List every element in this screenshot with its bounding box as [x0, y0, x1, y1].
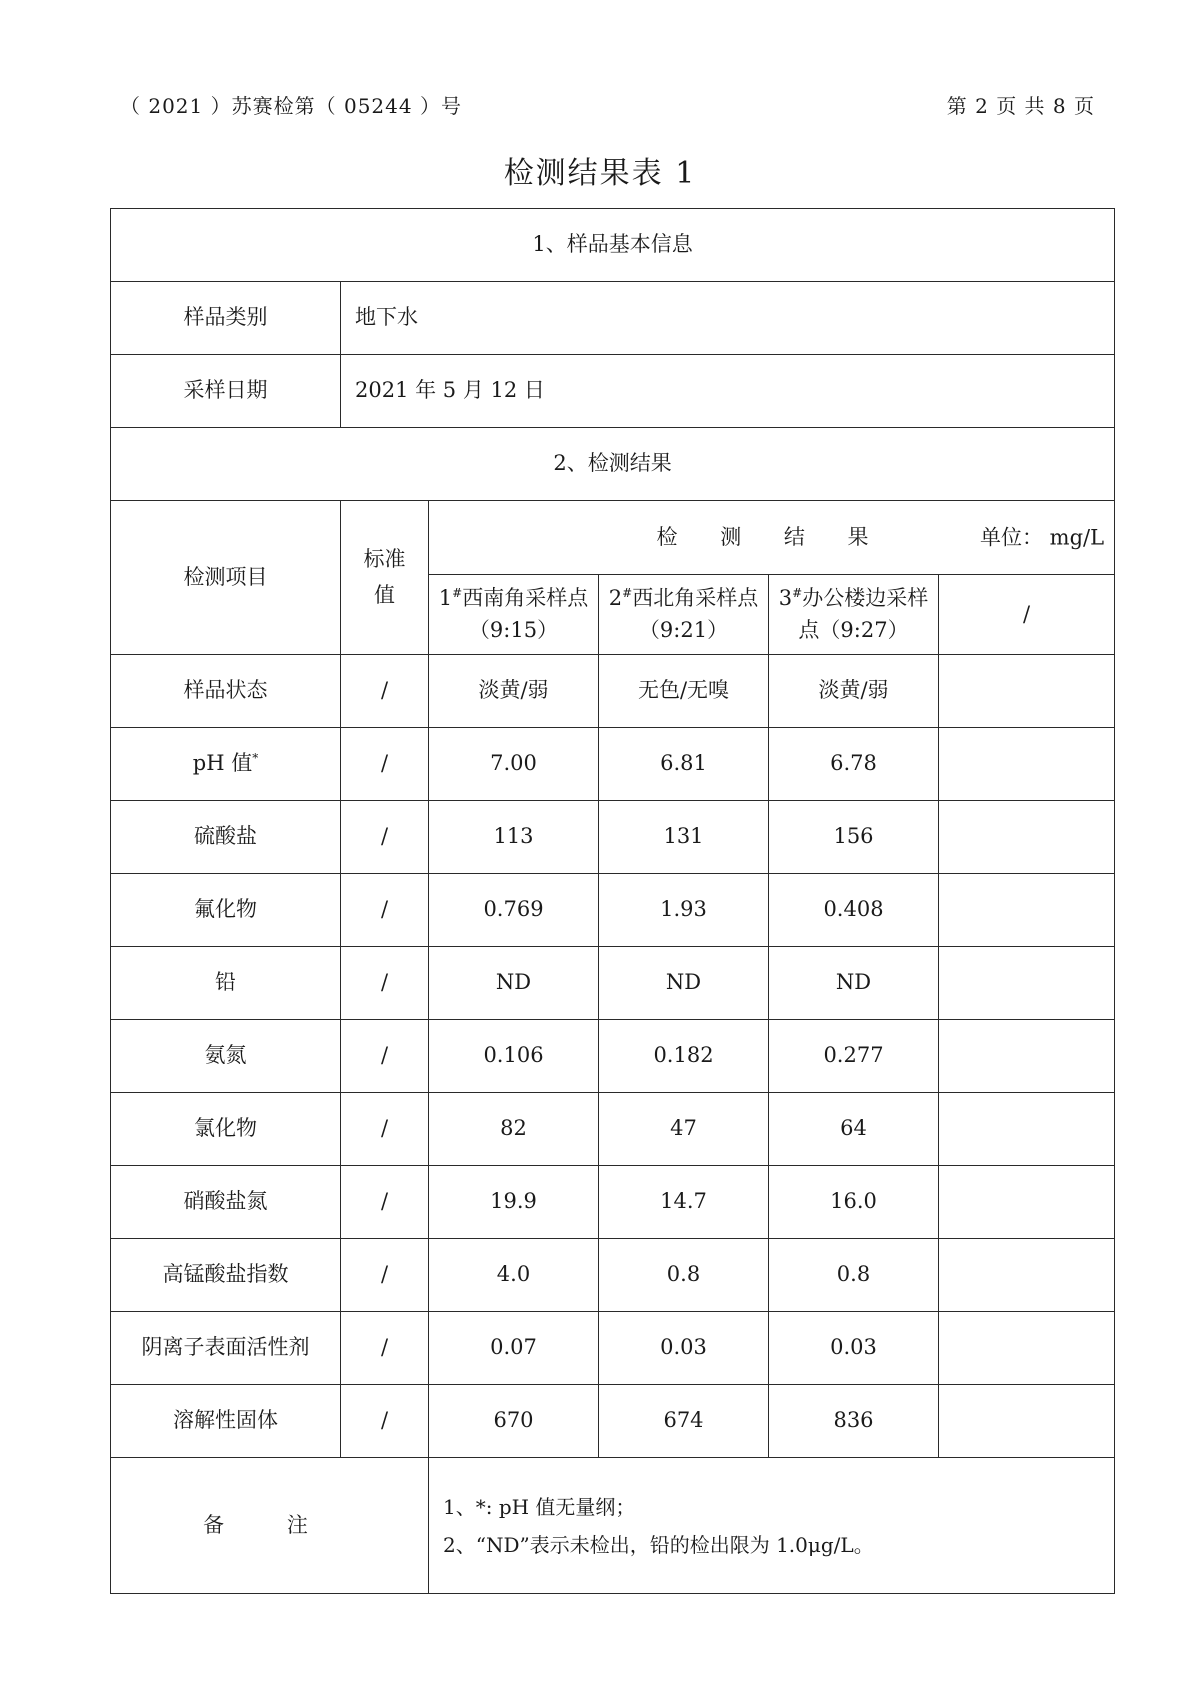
col-header-std-text: 标准值	[363, 546, 406, 607]
result-cell: 674	[599, 1385, 769, 1458]
result-cell: 0.769	[429, 874, 599, 947]
std-value: /	[341, 655, 429, 728]
std-value: /	[341, 1239, 429, 1312]
std-value: /	[341, 1020, 429, 1093]
col-header-std	[341, 501, 429, 655]
sample-number: 1	[438, 586, 453, 610]
info-row	[111, 282, 1115, 355]
section-label: 1、样品基本信息	[111, 209, 1115, 282]
result-cell: 156	[769, 801, 939, 874]
result-cell: 0.408	[769, 874, 939, 947]
std-value: /	[341, 1093, 429, 1166]
table-row	[111, 947, 1115, 1020]
info-label: 采样日期	[111, 355, 341, 428]
std-value: /	[341, 728, 429, 801]
result-cell: ND	[429, 947, 599, 1020]
results-header-text: 检 测 结 果	[656, 524, 887, 549]
info-value: 地下水	[341, 282, 1115, 355]
item-name-text: pH 值	[192, 751, 253, 776]
result-cell: 淡黄/弱	[769, 655, 939, 728]
col-header-item: 检测项目	[111, 501, 341, 655]
result-cell: 131	[599, 801, 769, 874]
info-row	[111, 355, 1115, 428]
item-name: 高锰酸盐指数	[111, 1239, 341, 1312]
std-value: /	[341, 1166, 429, 1239]
item-star: *	[252, 751, 259, 766]
remarks-content	[429, 1458, 1115, 1594]
empty-cell	[939, 1385, 1115, 1458]
remarks-label	[111, 1458, 429, 1594]
sample-number: 2	[608, 586, 623, 610]
item-name: 硝酸盐氮	[111, 1166, 341, 1239]
section-label: 2、检测结果	[111, 428, 1115, 501]
result-cell: 16.0	[769, 1166, 939, 1239]
results-header	[429, 501, 1115, 575]
result-cell: 0.03	[599, 1312, 769, 1385]
result-cell: 19.9	[429, 1166, 599, 1239]
info-value: 2021 年 5 月 12 日	[341, 355, 1115, 428]
result-cell: 0.07	[429, 1312, 599, 1385]
table-row	[111, 1093, 1115, 1166]
result-cell: 14.7	[599, 1166, 769, 1239]
results-header-row	[111, 501, 1115, 575]
info-label: 样品类别	[111, 282, 341, 355]
item-name: 硫酸盐	[111, 801, 341, 874]
sample-mark: #	[622, 586, 633, 600]
table-row	[111, 655, 1115, 728]
empty-cell	[939, 1020, 1115, 1093]
empty-cell	[939, 1166, 1115, 1239]
sample-name: 西北角采样点（9:21）	[632, 586, 759, 642]
result-cell: 0.03	[769, 1312, 939, 1385]
result-cell: 0.8	[599, 1239, 769, 1312]
table-row	[111, 801, 1115, 874]
sample-name: 办公楼边采样点（9:27）	[798, 586, 929, 642]
item-name: 铅	[111, 947, 341, 1020]
remark-line: 2、“ND”表示未检出，铅的检出限为 1.0μg/L。	[443, 1532, 874, 1557]
std-value: /	[341, 1385, 429, 1458]
sample-header	[599, 575, 769, 655]
empty-cell	[939, 1312, 1115, 1385]
result-cell: 7.00	[429, 728, 599, 801]
unit-label: 单位： mg/L	[980, 524, 1105, 549]
std-value: /	[341, 801, 429, 874]
result-cell: 0.106	[429, 1020, 599, 1093]
remarks-label-text: 备 注	[203, 1512, 336, 1537]
item-name: 溶解性固体	[111, 1385, 341, 1458]
result-cell: 0.8	[769, 1239, 939, 1312]
item-name: 氯化物	[111, 1093, 341, 1166]
result-cell: 6.81	[599, 728, 769, 801]
result-cell: 670	[429, 1385, 599, 1458]
result-cell: 836	[769, 1385, 939, 1458]
result-cell: ND	[769, 947, 939, 1020]
table-row	[111, 1312, 1115, 1385]
results-table	[110, 208, 1115, 1594]
result-cell: 无色/无嗅	[599, 655, 769, 728]
sample-name: 西南角采样点（9:15）	[462, 586, 589, 642]
sample-mark: #	[452, 586, 463, 600]
item-name	[111, 728, 341, 801]
std-value: /	[341, 874, 429, 947]
empty-cell	[939, 947, 1115, 1020]
table-row	[111, 728, 1115, 801]
item-name: 氟化物	[111, 874, 341, 947]
result-cell: 4.0	[429, 1239, 599, 1312]
section-results	[111, 428, 1115, 501]
page-title: 检测结果表 1	[503, 156, 697, 191]
item-name: 样品状态	[111, 655, 341, 728]
empty-cell	[939, 1239, 1115, 1312]
table-row	[111, 1385, 1115, 1458]
table-row	[111, 1166, 1115, 1239]
section-basic-info	[111, 209, 1115, 282]
result-cell: 0.277	[769, 1020, 939, 1093]
empty-cell	[939, 874, 1115, 947]
result-cell: 1.93	[599, 874, 769, 947]
result-cell: 0.182	[599, 1020, 769, 1093]
result-cell: 82	[429, 1093, 599, 1166]
extra-column-header: /	[939, 575, 1115, 655]
result-cell: 淡黄/弱	[429, 655, 599, 728]
table-row	[111, 874, 1115, 947]
std-value: /	[341, 947, 429, 1020]
table-row	[111, 1020, 1115, 1093]
result-cell: 64	[769, 1093, 939, 1166]
empty-cell	[939, 801, 1115, 874]
item-name: 阴离子表面活性剂	[111, 1312, 341, 1385]
empty-cell	[939, 1093, 1115, 1166]
sample-mark: #	[792, 586, 803, 600]
remark-line: 1、*: pH 值无量纲；	[443, 1494, 636, 1519]
empty-cell	[939, 728, 1115, 801]
table-row	[111, 1239, 1115, 1312]
result-cell: 113	[429, 801, 599, 874]
std-value: /	[341, 1312, 429, 1385]
remarks-row	[111, 1458, 1115, 1594]
sample-header	[429, 575, 599, 655]
result-cell: 6.78	[769, 728, 939, 801]
result-cell: 47	[599, 1093, 769, 1166]
sample-header	[769, 575, 939, 655]
report-number: （ 2021 ）苏赛检第（ 05244 ）号	[120, 94, 462, 118]
empty-cell	[939, 655, 1115, 728]
page-info: 第 2 页 共 8 页	[946, 94, 1095, 118]
result-cell: ND	[599, 947, 769, 1020]
sample-number: 3	[778, 586, 793, 610]
item-name: 氨氮	[111, 1020, 341, 1093]
